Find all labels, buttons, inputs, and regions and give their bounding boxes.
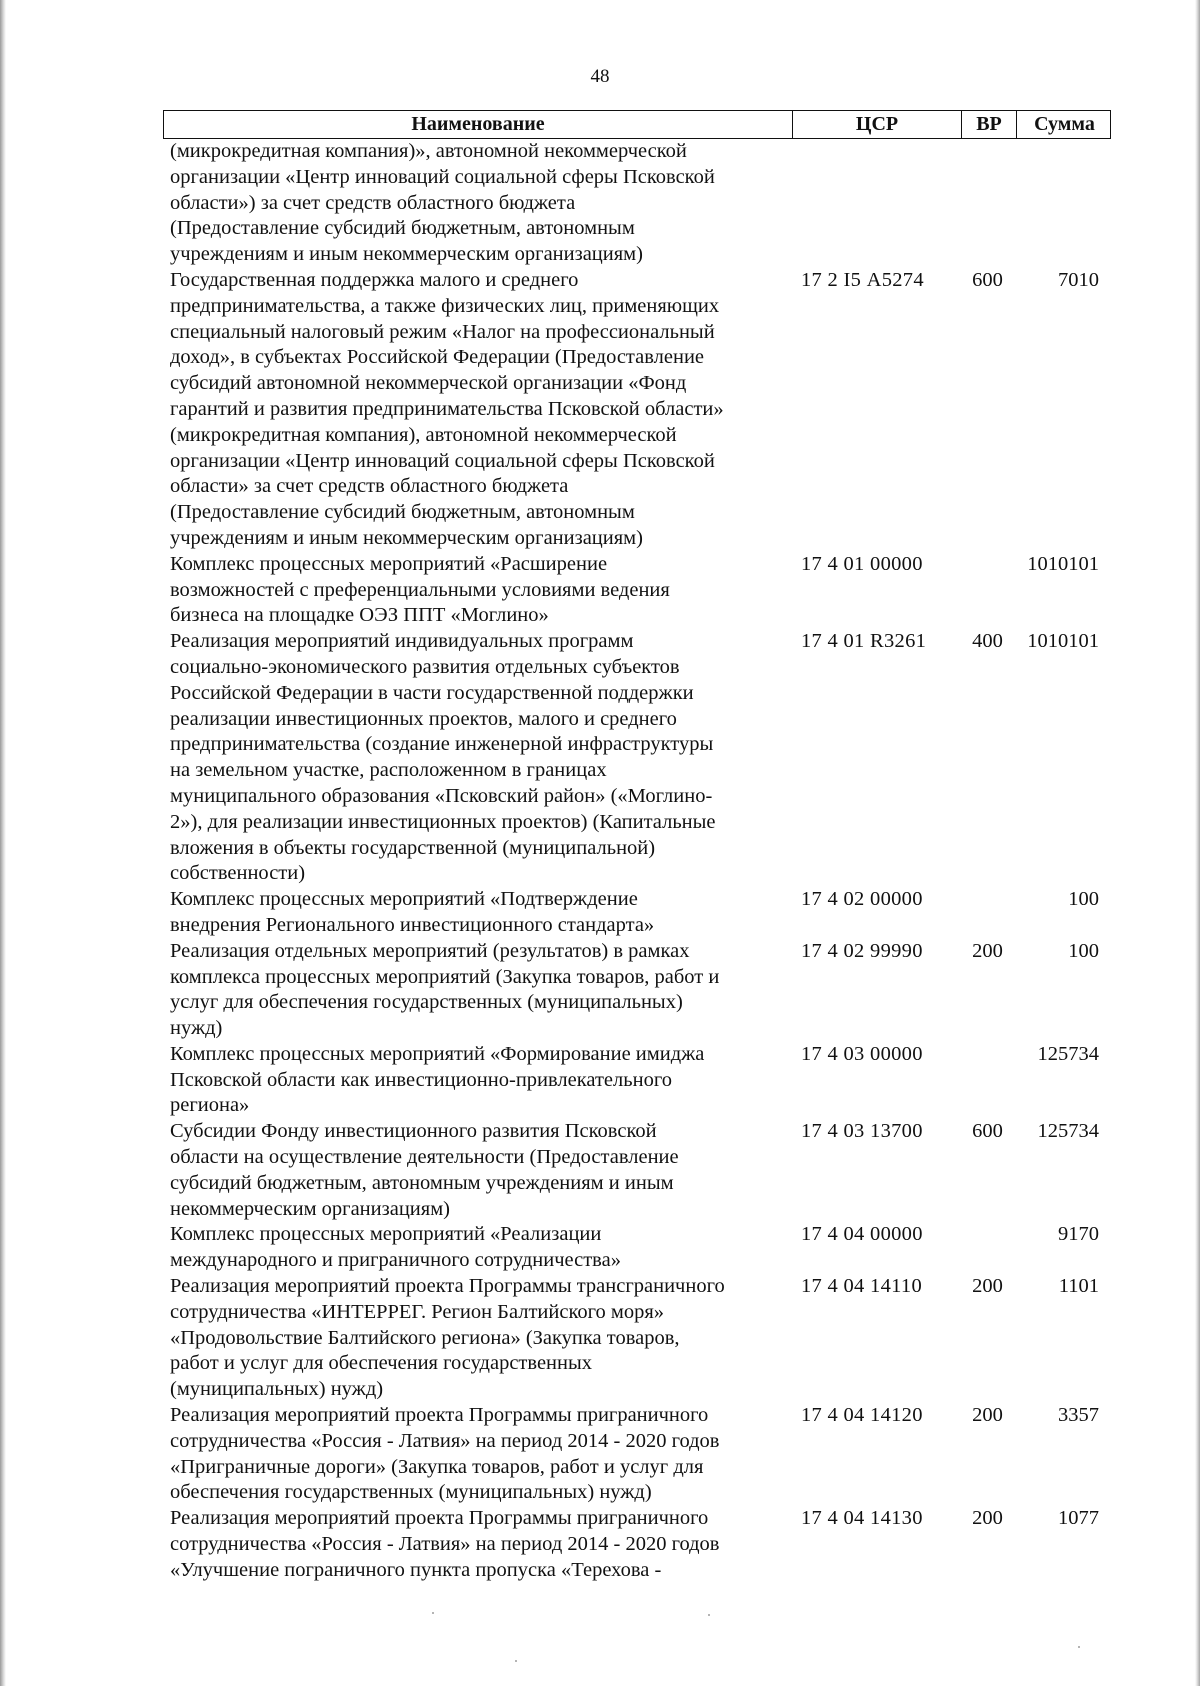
row-vr: 400 xyxy=(972,630,1003,653)
row-csr: 17 4 01 00000 xyxy=(801,552,923,575)
scan-speck xyxy=(1078,1646,1080,1648)
header-vr: ВР xyxy=(961,111,1016,138)
table-row xyxy=(163,1222,1111,1274)
row-name: Реализация мероприятий проекта Программы приграничного сотрудничества «Россия - Латвия» на период 2014 - 2020 годов «Улучшение пограничного пункта пропуска «Терехова - xyxy=(170,1507,720,1581)
header-name: Наименование xyxy=(411,113,545,135)
row-vr: 200 xyxy=(972,1404,1003,1427)
row-csr: 17 2 I5 А5274 xyxy=(801,268,924,291)
scan-speck xyxy=(515,1660,517,1662)
header-csr: ЦСР xyxy=(792,111,961,138)
row-name: Реализация отдельных мероприятий (результатов) в рамках комплекса процессных мероприятий (Закупка товаров, работ и услуг для обеспечения государственных (муниципальных) нужд) xyxy=(170,939,720,1040)
row-sum: 100 xyxy=(1068,939,1099,962)
row-name: Комплекс процессных мероприятий «Реализации международного и приграничного сотрудничества» xyxy=(170,1223,621,1272)
row-sum xyxy=(1015,139,1111,268)
row-sum: 100 xyxy=(1068,888,1099,911)
row-csr: 17 4 02 00000 xyxy=(801,888,923,911)
page-number: 48 xyxy=(590,66,610,87)
table-row xyxy=(163,629,1111,887)
row-csr: 17 4 04 00000 xyxy=(801,1223,923,1246)
row-vr: 200 xyxy=(972,939,1003,962)
row-sum: 1010101 xyxy=(1027,630,1099,653)
row-sum: 7010 xyxy=(1058,268,1099,291)
header-sum: Сумма xyxy=(1016,111,1112,138)
row-sum: 1077 xyxy=(1058,1507,1099,1530)
row-vr: 200 xyxy=(972,1507,1003,1530)
row-name: Комплекс процессных мероприятий «Подтверждение внедрения Регионального инвестиционного стандарта» xyxy=(170,888,655,936)
table-row xyxy=(163,1119,1111,1222)
row-sum: 125734 xyxy=(1037,1042,1099,1065)
row-csr: 17 4 04 14130 xyxy=(801,1507,923,1530)
row-sum: 3357 xyxy=(1058,1404,1099,1427)
row-name: Субсидии Фонду инвестиционного развития Псковской области на осуществление деятельности (Предоставление субсидий бюджетным, автономным учреждениям и иным некоммерческим организациям) xyxy=(170,1120,679,1220)
row-name: Реализация мероприятий индивидуальных программ социально-экономического развития отдельных субъектов Российской Федерации в части государственной поддержки реализации инвестиционных проектов, малого и среднего предпринимательства (создание инженерной инфраструктуры на земельном участке, расположенном в границах муниципального образования «Псковский район» («Моглино- 2»), для реализации инвестиционных проектов) (Капитальные вложения в объекты государственной (муниципальной) собственности) xyxy=(170,630,716,885)
scan-speck xyxy=(708,1614,710,1616)
row-vr xyxy=(960,887,1015,939)
row-sum: 9170 xyxy=(1058,1223,1099,1246)
row-name: Комплекс процессных мероприятий «Расширение возможностей с преференциальными условиями ведения бизнеса на площадке ОЭЗ ППТ «Моглино» xyxy=(170,552,670,627)
row-vr xyxy=(960,139,1015,268)
row-vr xyxy=(960,1042,1015,1119)
row-csr: 17 4 01 R3261 xyxy=(801,630,927,653)
row-sum: 1010101 xyxy=(1027,552,1099,575)
table-row xyxy=(163,1042,1111,1119)
table-body xyxy=(163,139,1111,1584)
row-vr: 600 xyxy=(972,268,1003,291)
row-sum: 1101 xyxy=(1058,1275,1099,1298)
table-row xyxy=(163,887,1111,939)
scan-edge-right xyxy=(1195,0,1200,1686)
row-name: (микрокредитная компания)», автономной некоммерческой организации «Центр инноваций социальной сферы Псковской области») за счет средств областного бюджета (Предоставление субсидий бюджетным, автономным учреждениям и иным некоммерческим организациям) xyxy=(170,140,715,266)
row-csr: 17 4 02 99990 xyxy=(801,939,923,962)
row-csr: 17 4 03 13700 xyxy=(801,1120,923,1143)
row-csr: 17 4 04 14120 xyxy=(801,1404,923,1427)
table-row xyxy=(163,1506,1111,1583)
row-csr xyxy=(791,139,960,268)
budget-table xyxy=(163,110,1111,1584)
row-csr: 17 4 03 00000 xyxy=(801,1042,923,1065)
table-row xyxy=(163,268,1111,552)
row-vr xyxy=(960,552,1015,629)
table-row xyxy=(163,1274,1111,1403)
row-name: Реализация мероприятий проекта Программы приграничного сотрудничества «Россия - Латвия» на период 2014 - 2020 годов «Приграничные дороги» (Закупка товаров, работ и услуг для обеспечения государственных (муниципальных) нужд) xyxy=(170,1404,720,1504)
row-name: Комплекс процессных мероприятий «Формирование имиджа Псковской области как инвестиционно-привлекательного региона» xyxy=(170,1042,705,1117)
row-vr: 200 xyxy=(972,1275,1003,1298)
row-name: Государственная поддержка малого и среднего предпринимательства, а также физических лиц, применяющих специальный налоговый режим «Налог на профессиональный доход», в субъектах Российской Федерации (Предоставление субсидий автономной некоммерческой организации «Фонд гарантий и развития предпринимательства Псковской области» (микрокредитная компания), автономной некоммерческой организации «Центр инноваций социальной сферы Псковской области» за счет средств областного бюджета (Предоставление субсидий бюджетным, автономным учреждениям и иным некоммерческим организациям) xyxy=(170,268,724,549)
row-vr: 600 xyxy=(972,1120,1003,1143)
row-name: Реализация мероприятий проекта Программы трансграничного сотрудничества «ИНТЕРРЕГ. Регион Балтийского моря» «Продовольствие Балтийского региона» (Закупка товаров, работ и услуг для обеспечения государственных (муниципальных) нужд) xyxy=(170,1275,725,1401)
table-row xyxy=(163,1403,1111,1506)
table-row xyxy=(163,139,1111,268)
scan-speck xyxy=(432,1612,434,1614)
row-sum: 125734 xyxy=(1037,1120,1099,1143)
row-csr: 17 4 04 14110 xyxy=(801,1275,923,1298)
scan-edge-left xyxy=(0,0,6,1686)
row-vr xyxy=(960,1222,1015,1274)
table-header xyxy=(163,110,1111,139)
table-row xyxy=(163,939,1111,1042)
table-row xyxy=(163,552,1111,629)
